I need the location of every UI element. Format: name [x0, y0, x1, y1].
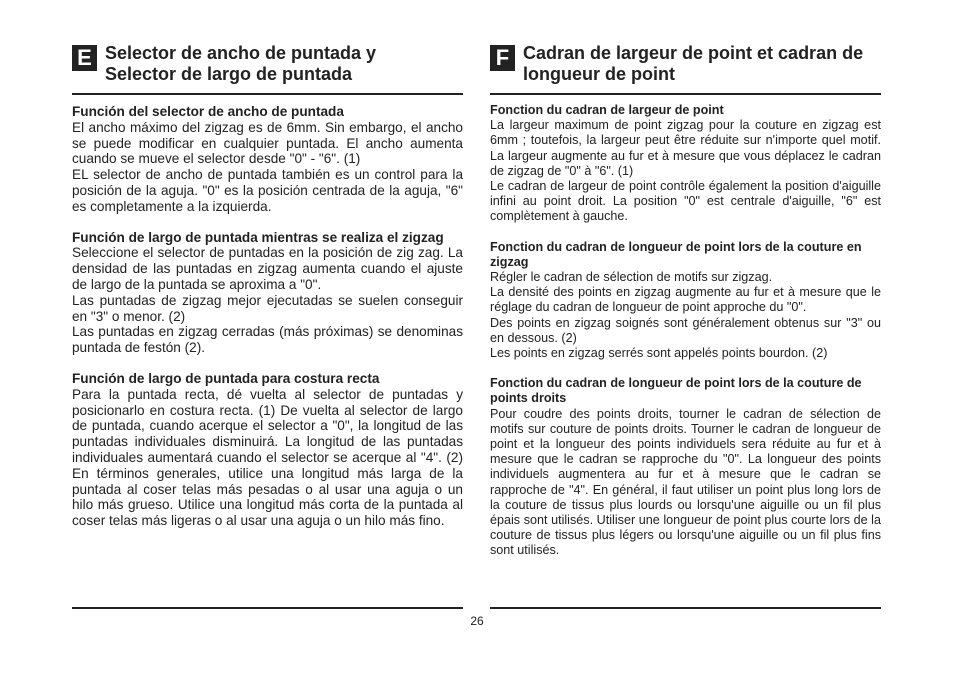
section-letter-badge: F	[490, 45, 515, 71]
paragraph: Seleccione el selector de puntadas en la posición de zig zag. La densidad de las puntadas en zigzag aumenta cuando el ajuste de largo de la puntada se aproxima a "0".	[72, 245, 463, 292]
heading-line: Selector de ancho de puntada y	[105, 43, 377, 63]
subsection	[490, 103, 881, 225]
paragraph: EL selector de ancho de puntada también es un control para la posición de la aguja. "0" es la posición centrada de la aguja, "6" es completamente a la izquierda.	[72, 167, 463, 214]
subsection-title: Fonction du cadran de longueur de point lors de la couture en zigzag	[490, 239, 862, 269]
spanish-column	[72, 43, 463, 544]
paragraph: La densité des points en zigzag augmente au fur et à mesure que le réglage du cadran de longueur de point approche du "0".	[490, 285, 881, 315]
paragraph: Las puntadas en zigzag cerradas (más próximas) se denominas puntada de festón (2).	[72, 324, 463, 356]
paragraph: Para la puntada recta, dé vuelta al selector de puntadas y posicionarlo en costura recta. (1) De vuelta al selector de largo de puntada, cuando acerque el selector a "0", la longitud de las puntadas individuales disminuirá. La longitud de las puntadas individuales aumentará cuando el selector se acerque al "4". (2) En términos generales, utilice una longitud más larga de la puntada al coser telas más pesadas o al usar una aguja o un hilo más grueso. Utilice una longitud más corta de la puntada al coser telas más ligeras o al usar una aguja o un hilo más fino.	[72, 386, 463, 529]
paragraph: Las puntadas de zigzag mejor ejecutadas se suelen conseguir en "3" o menor. (2)	[72, 292, 463, 324]
section-letter-badge: E	[72, 45, 97, 71]
page-number: 26	[470, 614, 484, 628]
paragraph: Pour coudre des points droits, tourner le cadran de sélection de motifs sur couture de points droits. Tourner le cadran de longueur de point et la longueur des points individuels sera réduite au fur et à mesure que le cadran se rapproche du "0". La longueur des points individuels augmentera au fur et à mesure que le cadran se rapproche de "4". En général, il faut utiliser un point plus long lors de la couture de tissus plus lourds ou lorsqu'une aiguille ou un fil plus épais sont utilisés. Utiliser une longueur de point plus courte lors de la couture de tissus plus légers ou lorsqu'une aiguille ou un fil plus fins sont utilisés.	[490, 406, 881, 558]
heading-line: longueur de point	[523, 64, 675, 84]
subsection	[72, 104, 463, 215]
heading-line: Cadran de largeur de point et cadran de	[523, 43, 864, 63]
section-header-f	[490, 43, 881, 95]
paragraph: La largeur maximum de point zigzag pour la couture en zigzag est 6mm ; toutefois, la largeur peut être réduite sur n'importe quel motif. La largeur augmente au fur et à mesure que vous déplacez le cadran de zigzag de "0" à "6". (1)	[490, 118, 881, 178]
subsection-title: Función de largo de puntada para costura recta	[72, 370, 380, 386]
subsection	[490, 240, 881, 362]
section-heading	[523, 43, 863, 85]
subsection	[72, 230, 463, 356]
heading-line: Selector de largo de puntada	[105, 64, 353, 84]
subsection-title: Función de largo de puntada mientras se realiza el zigzag	[72, 229, 444, 245]
paragraph: El ancho máximo del zigzag es de 6mm. Sin embargo, el ancho se puede modificar en cualquier puntada. El ancho aumenta cuando se mueve el selector desde "0" - "6". (1)	[72, 119, 463, 167]
section-body	[490, 103, 881, 559]
paragraph: Les points en zigzag serrés sont appelés points bourdon. (2)	[490, 346, 828, 361]
section-body	[72, 104, 463, 529]
subsection-title: Función del selector de ancho de puntada	[72, 104, 344, 119]
paragraph: Des points en zigzag soignés sont généralement obtenus sur "3" ou en dessous. (2)	[490, 315, 881, 345]
footer-rule-left	[72, 607, 463, 609]
section-header-e	[72, 43, 463, 95]
subsection	[72, 371, 463, 529]
subsection-title: Fonction du cadran de longueur de point lors de la couture de points droits	[490, 376, 862, 406]
paragraph: Régler le cadran de sélection de motifs sur zigzag.	[490, 270, 773, 285]
paragraph: Le cadran de largeur de point contrôle également la position d'aiguille infini au point droit. La position "0" est centrale d'aiguille, "6" est complètement à gauche.	[490, 179, 881, 224]
section-heading	[105, 43, 376, 85]
french-column	[490, 43, 881, 574]
footer-rule-right	[490, 607, 881, 609]
subsection-title: Fonction du cadran de largeur de point	[490, 103, 724, 117]
subsection	[490, 376, 881, 558]
